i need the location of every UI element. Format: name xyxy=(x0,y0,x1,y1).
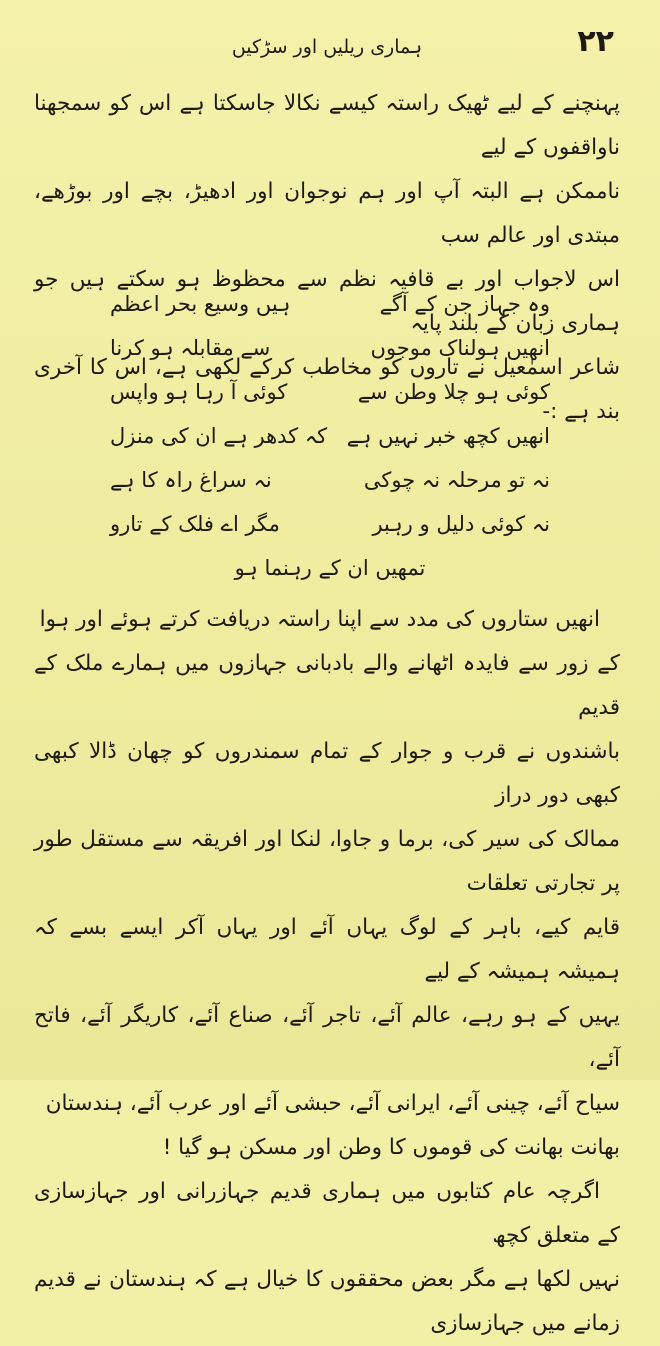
poem-verse xyxy=(110,282,550,326)
verse-second-half: کوئی آ رہا ہو واپس xyxy=(110,380,288,404)
text-line: قایم کیے، باہر کے لوگ یہاں آئے اور یہاں آکر ایسے بسے کہ ہمیشہ ہمیشہ کے لیے xyxy=(34,915,620,984)
poem-closing-line: تمھیں ان کے رہنما ہو xyxy=(234,556,426,580)
text-line: کے زور سے فایدہ اٹھانے والے بادبانی جہازوں میں ہمارے ملک کے قدیم xyxy=(34,651,620,720)
poem-verse xyxy=(110,326,550,370)
text-line: انھیں ستاروں کی مدد سے اپنا راستہ دریافت کرتے ہوئے اور ہوا xyxy=(39,607,600,632)
text-line: ممالک کی سیر کی، برما و جاوا، لنکا اور افریقہ سے مستقل طور پر تجارتی تعلقات xyxy=(34,827,620,896)
poem-verse xyxy=(110,458,550,502)
running-title: ہماری ریلیں اور سڑکیں xyxy=(231,36,423,58)
poem-verse xyxy=(110,370,550,414)
verse-first-half: کوئی ہو چلا وطن سے xyxy=(357,380,550,404)
text-line: نہیں لکھا ہے مگر بعض محققوں کا خیال ہے کہ ہندستان نے قدیم زمانے میں جہازسازی xyxy=(34,1267,620,1336)
text-line: اس لاجواب اور بے قافیہ نظم سے محظوظ ہو سکتے ہیں جو ہماری زبان کے بلند پایہ xyxy=(34,267,620,336)
text-line: شاعر اسمٰعیل نے تاروں کو مخاطب کرکے لکھی ہے، اس کا آخری بند ہے :- xyxy=(34,355,620,424)
poem-verse xyxy=(110,414,550,458)
main-paragraph xyxy=(34,598,620,1346)
text-line: یہیں کے ہو رہے، عالم آئے، تاجر آئے، صناع آئے، کاریگر آئے، فاتح آئے، xyxy=(34,1003,620,1072)
poem-stanza xyxy=(110,282,550,590)
verse-first-half: نہ تو مرحلہ نہ چوکی xyxy=(363,468,550,492)
text-line: پہنچنے کے لیے ٹھیک راستہ کیسے نکالا جاسکتا ہے اس کو سمجھنا ناواقفوں کے لیے xyxy=(34,91,620,160)
text-line: باشندوں نے قرب و جوار کے تمام سمندروں کو چھان ڈالا کبھی کبھی دور دراز xyxy=(34,739,620,808)
verse-first-half: نہ کوئی دلیل و رہبر xyxy=(372,512,550,536)
page-header xyxy=(40,24,614,68)
verse-first-half: وہ جہاز جن کے آگے xyxy=(379,292,550,316)
text-line: بھانت بھانت کی قوموں کا وطن اور مسکن ہو گیا ! xyxy=(162,1135,620,1160)
page-number: ۲۲ xyxy=(577,24,614,59)
verse-second-half: سے مقابلہ ہو کرنا xyxy=(110,336,271,360)
verse-second-half: مگر اے فلک کے تارو xyxy=(110,512,280,536)
verse-second-half: ہیں وسیع بحر اعظم xyxy=(110,292,291,316)
verse-second-half: کہ کدھر ہے ان کی منزل xyxy=(110,424,328,448)
text-line: سیاح آئے، چینی آئے، ایرانی آئے، حبشی آئے اور عرب آئے، ہندستان xyxy=(45,1091,620,1116)
verse-first-half: انھیں کچھ خبر نہیں ہے xyxy=(346,424,550,448)
text-line: ناممکن ہے البتہ آپ اور ہم نوجوان اور ادھیڑ، بچے اور بوڑھے، مبتدی اور عالم سب xyxy=(34,179,620,248)
poem-verse xyxy=(110,502,550,546)
text-line: اگرچہ عام کتابوں میں ہماری قدیم جہازرانی اور جہازسازی کے متعلق کچھ xyxy=(34,1179,620,1248)
verse-first-half: انھیں ہولناک موجوں xyxy=(370,336,550,360)
verse-second-half: نہ سراغ راہ کا ہے xyxy=(110,468,272,492)
